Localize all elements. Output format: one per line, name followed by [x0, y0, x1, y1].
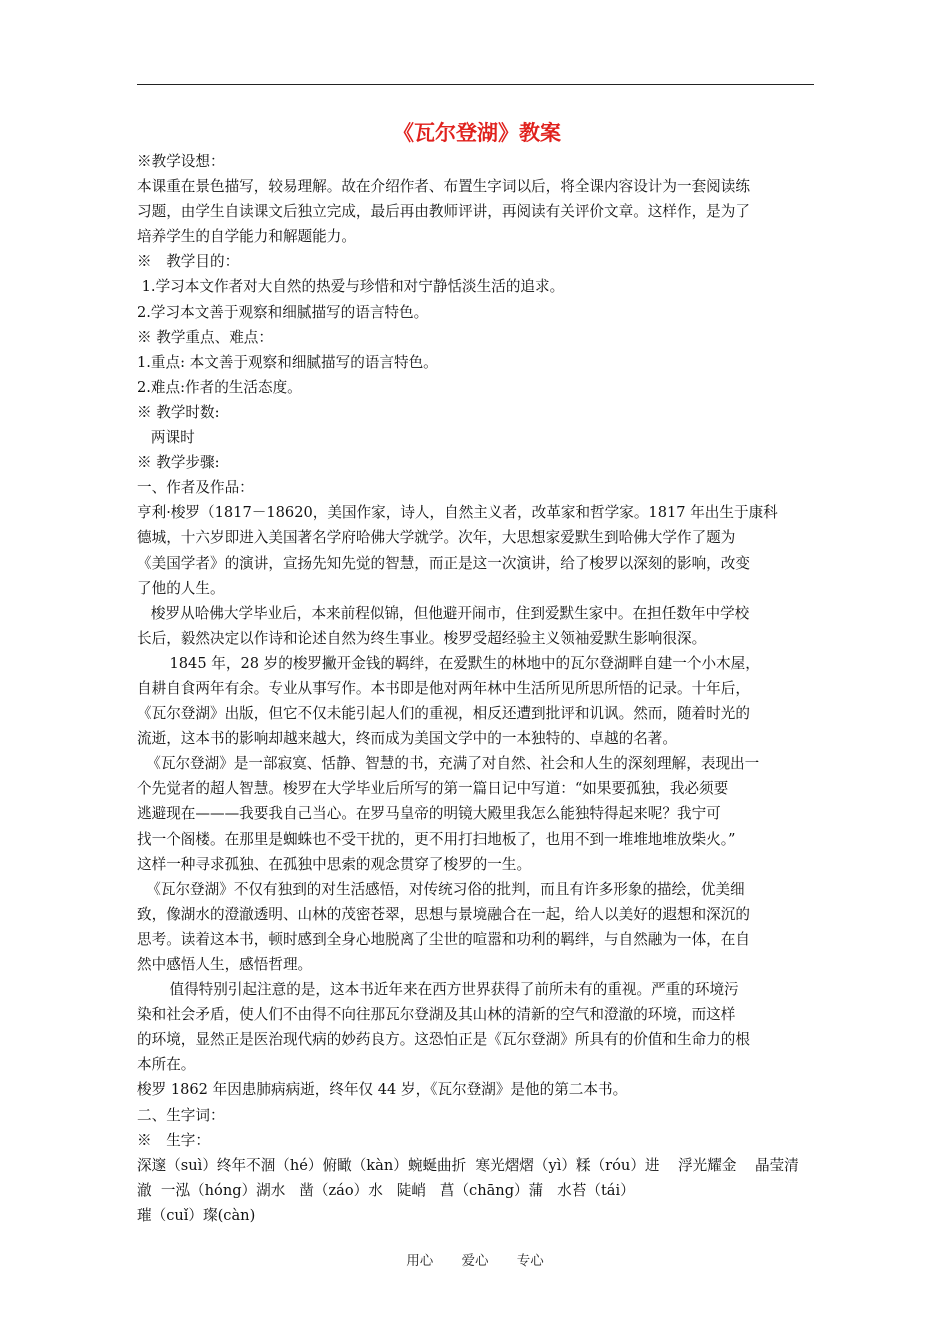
document-title: 《瓦尔登湖》教案 [393, 120, 561, 145]
text-line: 长后，毅然决定以作诗和论述自然为终生事业。梭罗受超经验主义领袖爱默生影响很深。 [137, 629, 707, 647]
text-line: 深邃（suì）终年不涸（hé）俯瞰（kàn）蜿蜒曲折 寒光熠熠（yì）糅（róu）进 浮光耀金 晶莹清 [137, 1156, 799, 1174]
text-line: 本课重在景色描写，较易理解。故在介绍作者、布置生字词以后，将全课内容设计为一套阅读练 [137, 178, 750, 196]
page-footer [0, 1249, 950, 1269]
text-line: 梭罗从哈佛大学毕业后，本来前程似锦，但他避开闹市，住到爱默生家中。在担任数年中学校 [137, 604, 750, 622]
text-line: 然中感悟人生，感悟哲理。 [137, 956, 313, 973]
text-line: ※ 教学重点、难点： [137, 328, 273, 346]
text-line: 自耕自食两年有余。专业从事写作。本书即是他对两年林中生活所见所思所悟的记录。十年后， [137, 679, 750, 697]
text-line: 个先觉者的超人智慧。梭罗在大学毕业后所写的第一篇日记中写道：“如果要孤独，我必须要 [137, 780, 729, 798]
text-line: 这样一种寻求孤独、在孤独中思索的观念贯穿了梭罗的一生。 [137, 855, 532, 873]
text-line: 习题，由学生自读课文后独立完成，最后再由教师评讲，再阅读有关评价文章。这样作，是为了 [137, 203, 750, 221]
text-line: 《瓦尔登湖》是一部寂寞、恬静、智慧的书，充满了对自然、社会和人生的深刻理解，表现出一 [137, 755, 760, 773]
text-line: 1.学习本文作者对大自然的热爱与珍惜和对宁静恬淡生活的追求。 [137, 278, 565, 296]
text-line: 1.重点: 本文善于观察和细腻描写的语言特色。 [137, 353, 438, 371]
text-line: 流逝，这本书的影响却越来越大，终而成为美国文学中的一本独特的、卓越的名著。 [137, 730, 677, 748]
text-line: 了他的人生。 [137, 579, 225, 597]
header-rule [137, 84, 814, 85]
text-line: 《瓦尔登湖》不仅有独到的对生活感悟，对传统习俗的批判，而且有许多形象的描绘，优美细 [137, 880, 745, 898]
text-line: 的环境，显然正是医治现代病的妙药良方。这恐怕正是《瓦尔登湖》所具有的价值和生命力的根 [137, 1031, 750, 1049]
text-line: ※ 教学时数: [137, 403, 220, 421]
text-line: ※ 生字： [137, 1131, 210, 1149]
text-line: 培养学生的自学能力和解题能力。 [137, 228, 356, 246]
text-line: 找一个阁楼。在那里是蜘蛛也不受干扰的，更不用打扫地板了，也用不到一堆堆地堆放柴火。” [137, 830, 736, 848]
text-line: 两课时 [137, 429, 195, 447]
text-line: 一、作者及作品： [137, 479, 254, 497]
text-line: ※ 教学步骤: [137, 454, 220, 472]
document-body [137, 120, 817, 1228]
text-line: 逃避现在———我要我自己当心。在罗马皇帝的明镜大殿里我怎么能独特得起来呢？我宁可 [137, 805, 721, 823]
text-line: 澈 一泓（hóng）湖水 凿（záo）水 陡峭 菖（chāng）蒲 水苔（tái） [137, 1181, 635, 1199]
text-line: 思考。读着这本书，顿时感到全身心地脱离了尘世的喧嚣和功利的羁绊，与自然融为一体，在自 [137, 930, 750, 948]
text-line: 梭罗 1862 年因患肺病病逝，终年仅 44 岁，《瓦尔登湖》是他的第二本书。 [137, 1081, 628, 1099]
text-line: 《瓦尔登湖》出版，但它不仅未能引起人们的重视，相反还遭到批评和讥讽。然而，随着时光的 [137, 705, 750, 723]
text-line: 德城，十六岁即进入美国著名学府哈佛大学就学。次年，大思想家爱默生到哈佛大学作了题为 [137, 529, 736, 547]
text-line: ※教学设想： [137, 153, 225, 170]
text-line: 亨利·梭罗（1817－18620，美国作家，诗人，自然主义者，改革家和哲学家。1817 年出生于康科 [137, 504, 778, 522]
text-line: 《美国学者》的演讲，宣扬先知先觉的智慧，而正是这一次演讲，给了梭罗以深刻的影响，改变 [137, 554, 750, 572]
text-line: 2.难点:作者的生活态度。 [137, 378, 302, 396]
text-line: 2.学习本文善于观察和细腻描写的语言特色。 [137, 303, 429, 321]
text-line: 璀（cuǐ）璨(càn) [137, 1206, 256, 1224]
text-line: 致，像湖水的澄澈透明、山林的茂密苍翠，思想与景境融合在一起，给人以美好的遐想和深沉的 [137, 905, 750, 923]
footer-item: 爱心 [461, 1253, 489, 1269]
text-line: 二、生字词： [137, 1106, 225, 1124]
text-line: 本所在。 [137, 1056, 196, 1074]
document-lines [137, 149, 817, 1228]
footer-item: 专心 [516, 1253, 544, 1269]
text-line: ※ 教学目的： [137, 253, 240, 271]
text-line: 1845 年，28 岁的梭罗撇开金钱的羁绊，在爱默生的林地中的瓦尔登湖畔自建一个小木屋， [137, 654, 760, 672]
text-line: 值得特别引起注意的是，这本书近年来在西方世界获得了前所未有的重视。严重的环境污 [137, 981, 739, 999]
footer-item: 用心 [406, 1253, 434, 1269]
text-line: 染和社会矛盾，使人们不由得不向往那瓦尔登湖及其山林的清新的空气和澄澈的环境，而这样 [137, 1006, 736, 1024]
